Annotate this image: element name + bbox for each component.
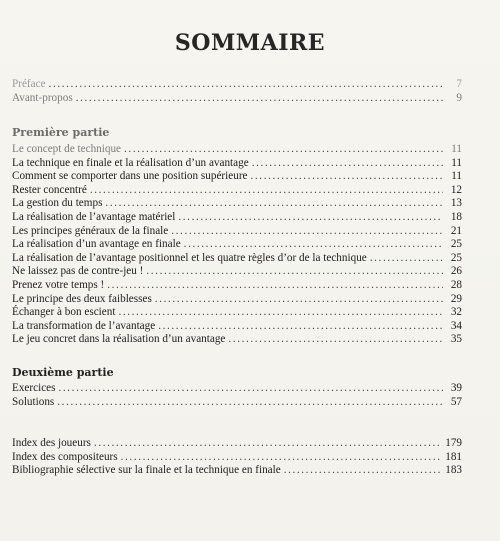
toc-entry-page: 25 xyxy=(450,251,462,264)
toc-entry-page: 26 xyxy=(450,265,462,278)
toc-dot-leader xyxy=(121,451,443,465)
toc-entry-page: 11 xyxy=(451,170,462,183)
toc-entry xyxy=(12,396,462,410)
toc-entry-label: Le jeu concret dans la réalisation d’un avantage xyxy=(12,333,226,346)
toc-entry-page: 18 xyxy=(450,210,462,223)
toc-entry-label: La réalisation de l’avantage positionnel et les quatre règles d’or de la technique xyxy=(12,251,367,264)
toc-entry-page: 12 xyxy=(450,183,462,196)
toc-dot-leader xyxy=(171,225,443,239)
toc-part1 xyxy=(12,143,462,347)
toc-entry-page: 21 xyxy=(450,224,462,237)
toc-entry-page: 9 xyxy=(456,91,462,104)
toc-entry xyxy=(12,92,462,106)
toc-entry-label: La technique en finale et la réalisation d’un avantage xyxy=(12,156,249,169)
toc-entry-label: Solutions xyxy=(12,395,55,408)
toc-entry xyxy=(12,143,462,157)
toc-dot-leader xyxy=(57,396,443,410)
toc-entry xyxy=(12,265,462,279)
toc-entry xyxy=(12,170,462,184)
toc-dot-leader xyxy=(107,279,443,293)
toc-entry xyxy=(12,320,462,334)
toc-entry xyxy=(12,225,462,239)
toc-entry-label: Comment se comporter dans une position supérieure xyxy=(12,170,248,183)
part2-heading: Deuxième partie xyxy=(12,366,114,379)
toc-entry-label: Avant-propos xyxy=(12,91,73,104)
toc-entry xyxy=(12,238,462,252)
page-title: SOMMAIRE xyxy=(174,30,326,56)
toc-entry-label: Le principe des deux faiblesses xyxy=(12,292,152,305)
toc-entry xyxy=(12,333,462,347)
toc-entry-label: Exercices xyxy=(12,382,56,394)
toc-part2 xyxy=(12,382,462,409)
toc-dot-leader xyxy=(228,333,443,347)
toc-entry-page: 13 xyxy=(450,197,462,210)
toc-entry-page: 179 xyxy=(445,437,462,449)
toc-entry-page: 39 xyxy=(450,382,462,394)
toc-entry-page: 11 xyxy=(451,156,462,169)
toc-entry-page: 183 xyxy=(445,464,462,477)
toc-entry-page: 57 xyxy=(450,395,462,408)
toc-dot-leader xyxy=(146,265,443,279)
toc-entry xyxy=(12,451,462,465)
toc-entry-page: 181 xyxy=(445,450,462,463)
toc-entry xyxy=(12,382,462,396)
toc-dot-leader xyxy=(252,157,443,171)
toc-entry-page: 7 xyxy=(456,78,462,90)
toc-dot-leader xyxy=(184,238,443,252)
toc-dot-leader xyxy=(118,306,443,320)
toc-entry xyxy=(12,306,462,320)
toc-dot-leader xyxy=(178,211,443,225)
toc-entry-page: 32 xyxy=(450,306,462,319)
toc-entry xyxy=(12,464,462,478)
toc-entry xyxy=(12,78,462,92)
toc-dot-leader xyxy=(251,170,443,184)
toc-entry-label: Rester concentré xyxy=(12,183,87,196)
toc-entry-label: Prenez votre temps ! xyxy=(12,278,105,291)
toc-entry-label: Échanger à bon escient xyxy=(12,306,116,319)
toc-dot-leader xyxy=(370,252,443,266)
toc-entry xyxy=(12,197,462,211)
toc-entry-label: Les principes généraux de la finale xyxy=(12,224,169,237)
toc-dot-leader xyxy=(58,382,443,396)
toc-entry-label: La réalisation de l’avantage matériel xyxy=(12,210,176,223)
toc-entry-page: 34 xyxy=(450,319,462,332)
toc-dot-leader xyxy=(155,293,443,307)
toc-front-matter xyxy=(12,78,462,105)
toc-entry-label: Ne laissez pas de contre-jeu ! xyxy=(12,265,144,278)
toc-dot-leader xyxy=(49,78,443,92)
toc-entry-page: 28 xyxy=(450,278,462,291)
toc-dot-leader xyxy=(94,437,442,451)
part1-heading: Première partie xyxy=(12,126,110,139)
toc-entry-label: Index des joueurs xyxy=(12,437,91,449)
toc-dot-leader xyxy=(90,184,443,198)
toc-entry-label: La réalisation d’un avantage en finale xyxy=(12,238,181,251)
toc-dot-leader xyxy=(105,197,443,211)
toc-entry-label: La gestion du temps xyxy=(12,197,103,210)
toc-dot-leader xyxy=(158,320,443,334)
toc-entry xyxy=(12,252,462,266)
toc-indexes xyxy=(12,437,462,478)
toc-entry xyxy=(12,211,462,225)
toc-entry-page: 35 xyxy=(450,333,462,346)
toc-dot-leader xyxy=(124,143,443,157)
toc-entry-page: 25 xyxy=(450,238,462,251)
toc-entry xyxy=(12,184,462,198)
toc-dot-leader xyxy=(76,92,443,106)
toc-entry xyxy=(12,279,462,293)
toc-entry-label: Index des compositeurs xyxy=(12,450,118,463)
toc-entry xyxy=(12,437,462,451)
toc-entry-label: Bibliographie sélective sur la finale et la technique en finale xyxy=(12,464,281,477)
toc-entry-label: Le concept de technique xyxy=(12,143,122,155)
toc-entry-label: La transformation de l’avantage xyxy=(12,319,156,332)
toc-entry-page: 29 xyxy=(450,292,462,305)
toc-entry xyxy=(12,293,462,307)
toc-dot-leader xyxy=(284,464,443,478)
toc-entry-label: Préface xyxy=(12,78,46,90)
toc-entry xyxy=(12,157,462,171)
toc-entry-page: 11 xyxy=(451,143,462,155)
